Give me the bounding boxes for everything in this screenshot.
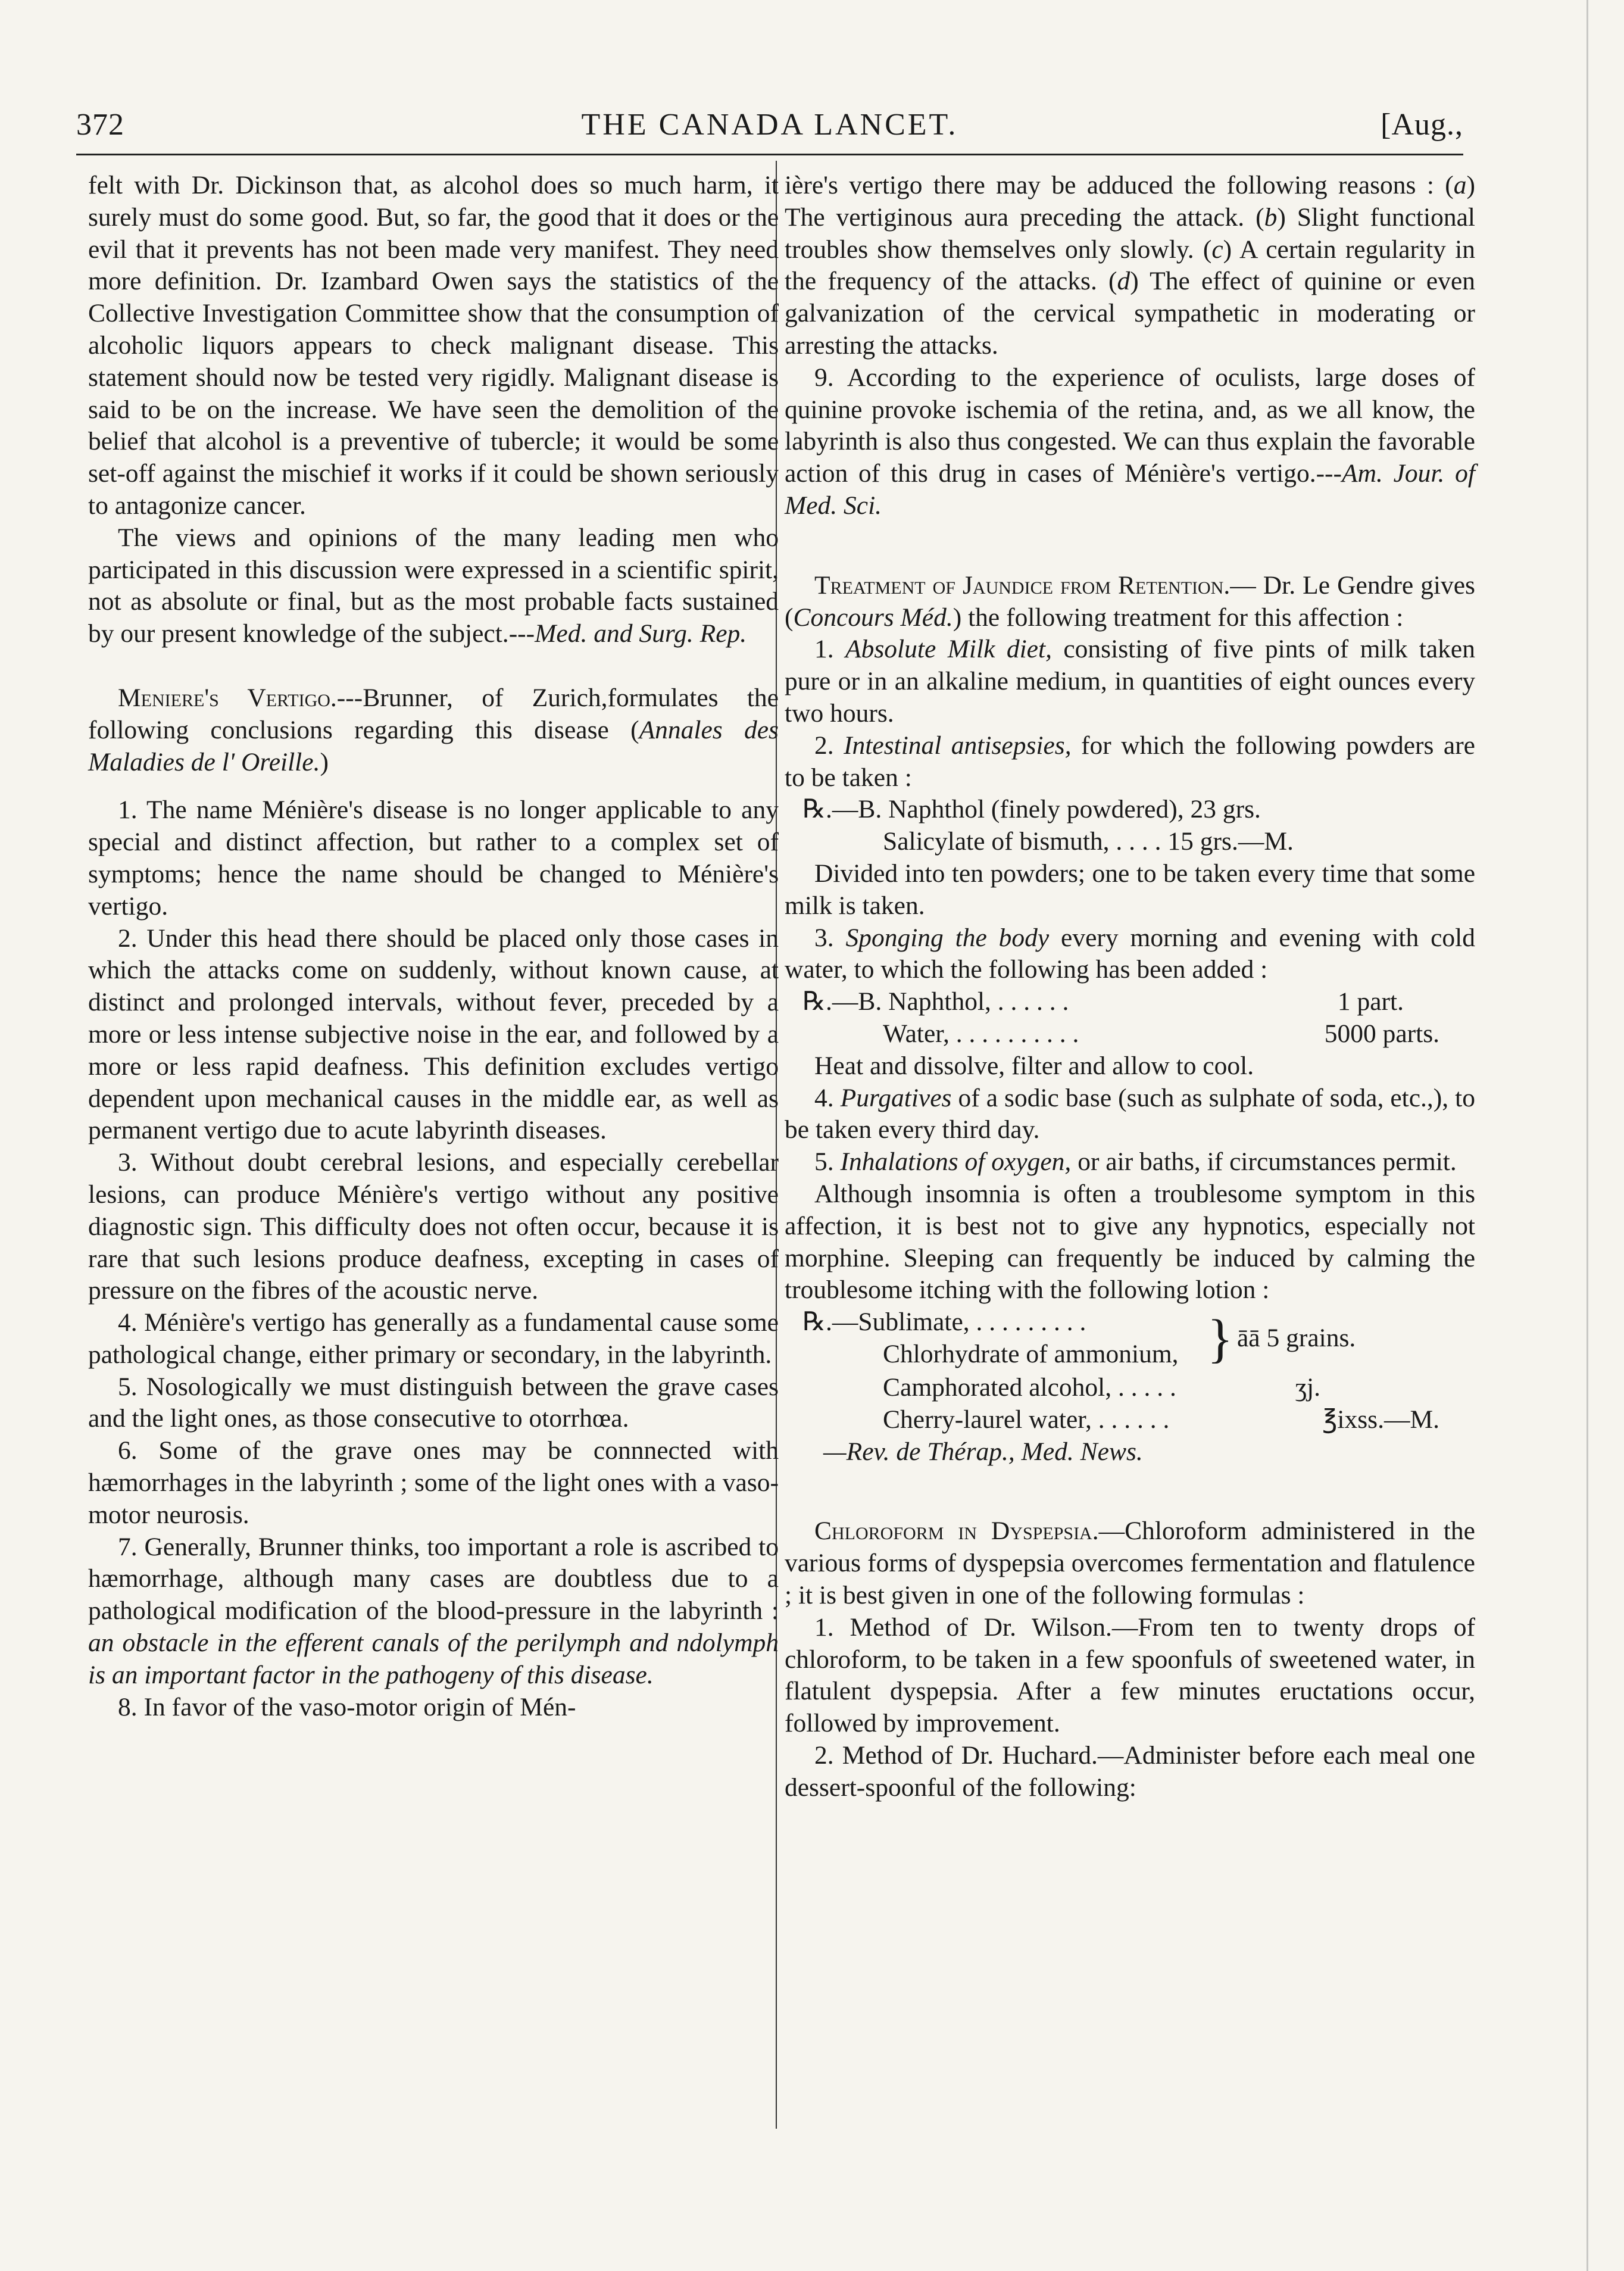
rx2-l2-name: Water, . . . . . . . . . .	[883, 1019, 1079, 1048]
meniere-item-8: 8. In favor of the vaso-motor origin of Mén-	[118, 1692, 576, 1721]
prescription-2-line-2	[785, 1018, 1475, 1050]
item-7-text: 7. Generally, Brunner thinks, too important a role is ascribed to hæmorrhage, although many cases are doubtless due to a pathological modification of the blood-pressure in the labyrinth :	[88, 1532, 779, 1626]
citation-med-surg-rep: Med. and Surg. Rep.	[535, 619, 747, 648]
reason-d-letter: d	[1117, 267, 1130, 296]
j2-text: for which the following powders are to be taken :	[785, 731, 1475, 792]
jaundice-heading: Treatment of Jaundice from Retention.	[814, 570, 1231, 600]
jaundice-intro-a: — Dr. Le Gendre gives (	[785, 570, 1475, 632]
j2-emphasis: Intestinal antisepsies,	[844, 731, 1072, 760]
discussion-text: The views and opinions of the many leading men who participated in this discussion were expressed in a scientific spirit, not as absolute or final, but as the most probable facts sustained by our present knowledge of the subject.	[88, 523, 779, 648]
right-column	[785, 170, 1475, 1804]
j4-number: 4.	[814, 1083, 841, 1112]
reasons-text-b: ) The vertiginous aura preceding the attack. (	[785, 171, 1475, 232]
reason-a-letter: a	[1453, 171, 1467, 199]
reasons-text-d: ) A certain regularity in the frequency of the attacks. (	[785, 235, 1475, 296]
jaundice-item-3	[785, 922, 1475, 987]
meniere-item-4: 4. Ménière's vertigo has generally as a fundamental cause some pathological change, either primary or secondary, in the labyrinth.	[88, 1308, 779, 1369]
jaundice-item-1	[785, 634, 1475, 729]
running-header	[76, 107, 1463, 149]
j5-number: 5.	[814, 1147, 841, 1177]
reason-b-letter: b	[1264, 202, 1278, 232]
rx2-l2-amount: 5000 parts.	[1324, 1019, 1439, 1048]
prescription-3-line-3	[785, 1372, 1475, 1404]
chloroform-method-2: 2. Method of Dr. Huchard.—Administer before each meal one dessert-spoonful of the following:	[785, 1741, 1475, 1802]
rx3-line-1: ℞.—Sublimate, . . . . . . . . .	[802, 1308, 1086, 1337]
meniere-intro-close: )	[320, 747, 329, 776]
chloroform-intro-text: —Chloroform administered in the various forms of dyspepsia overcomes fermentation and flatulence ; it is best given in one of the following formulas :	[785, 1517, 1475, 1610]
citation-rev-therap	[785, 1436, 1475, 1468]
j4-emphasis: Purgatives	[840, 1083, 952, 1112]
header-month: [Aug.,	[1381, 108, 1463, 142]
jaundice-item-2	[785, 730, 1475, 794]
left-column	[88, 170, 779, 1723]
j4-text: of a sodic base (such as sulphate of soda, etc.,), to be taken every third day.	[785, 1083, 1476, 1144]
meniere-item-1: 1. The name Ménière's disease is no longer applicable to any special and distinct affection, but rather to a complex set of symptoms; hence the name should be changed to Ménière's vertigo.	[88, 796, 779, 921]
prescription-2-note: Heat and dissolve, filter and allow to cool.	[814, 1051, 1254, 1080]
jaundice-intro	[785, 570, 1475, 634]
meniere-item-6: 6. Some of the grave ones may be connnected with hæmorrhages in the labyrinth ; some of the light ones with a vaso-motor neurosis.	[88, 1436, 779, 1529]
page-edge	[1586, 0, 1588, 2271]
reason-c-letter: c	[1211, 235, 1223, 264]
chloroform-heading: Chloroform in Dyspepsia.	[814, 1517, 1099, 1546]
chloroform-intro	[785, 1515, 1475, 1611]
meniere-source: Annales des Maladies de l' Oreille.	[88, 715, 779, 776]
meniere-item-5: 5. Nosologically we must distinguish between the grave cases and the light ones, as those consecutive to otorrhœa.	[88, 1372, 779, 1433]
j1-number: 1.	[814, 635, 846, 664]
jaundice-item-4	[785, 1083, 1475, 1147]
paragraph-alcohol: felt with Dr. Dickinson that, as alcohol does so much harm, it surely must do some good. But, so far, the good that it does or the evil that it prevents has not been made very manifest. They need more definition. Dr. Izambard Owen says the statistics of the Collective Investigation Committee show that the consumption of alcoholic liquors appears to check malignant disease. This statement should now be tested very rigidly. Malignant disease is said to be on the increase. We have seen the demolition of the belief that alcohol is a preventive of tubercle; it would be some set-off against the mischief it works if it could be shown seriously to antagonize cancer.	[88, 171, 779, 520]
item-7-emphasis: an obstacle in the efferent canals of the perilymph and ndolymph is an important factor in the pathogeny of this disease.	[88, 1629, 779, 1689]
reasons-text-a: ière's vertigo there may be adduced the following reasons : (	[785, 171, 1454, 199]
prescription-3-line-4	[785, 1404, 1475, 1436]
rx3-line-2: Chlorhydrate of ammonium,	[883, 1340, 1179, 1369]
jaundice-item-5	[785, 1146, 1475, 1178]
j5-text: or air baths, if circumstances permit.	[1071, 1147, 1457, 1177]
meniere-reasons	[785, 170, 1475, 362]
meniere-item-7	[88, 1531, 779, 1692]
paragraph-discussion: The views and opinions of the many leading men who participated in this discussion were expressed in a scientific spirit, not as absolute or final, but as the most probable facts sustained by our present knowledge of the subject.---Med. and Surg. Rep.	[88, 523, 779, 648]
prescription-1-note: Divided into ten powders; one to be taken every time that some milk is taken.	[785, 859, 1475, 920]
rx3-l4-name: Cherry-laurel water, . . . . . .	[883, 1405, 1170, 1434]
j3-emphasis: Sponging the body	[845, 923, 1050, 952]
rx2-l1-amount: 1 part.	[1337, 987, 1404, 1016]
prescription-1-line-1: ℞.—B. Naphthol (finely powdered), 23 grs.	[802, 795, 1261, 824]
journal-title: THE CANADA LANCET.	[581, 108, 958, 142]
meniere-item-3: 3. Without doubt cerebral lesions, and especially cerebellar lesions, can produce Ménière's vertigo without any positive diagnostic sign. This difficulty does not often occur, because it is rare that such lesions produce deafness, excepting in cases of pressure on the fibres of the acoustic nerve.	[88, 1148, 779, 1305]
meniere-item-2: 2. Under this head there should be placed only those cases in which the attacks come on suddenly, without known cause, at distinct and prolonged intervals, without fever, preceded by a more or less intense subjective noise in the ear, and followed by a more or less rapid deafness. This definition excludes vertigo dependent upon mechanical causes in the middle ear, as well as permanent vertigo due to acute labyrinth diseases.	[88, 924, 779, 1145]
prescription-1-line-2: Salicylate of bismuth, . . . . 15 grs.—M.	[883, 827, 1294, 856]
rx3-l4-amount: ℥ixss.—M.	[1322, 1405, 1439, 1434]
brace-symbol: }	[1207, 1309, 1233, 1369]
header-rule	[76, 154, 1463, 155]
rx3-l3-name: Camphorated alcohol, . . . . .	[883, 1373, 1176, 1402]
j3-text: every morning and evening with cold water, to which the following has been added :	[785, 923, 1475, 984]
j3-number: 3.	[814, 923, 846, 952]
item-9-text: 9. According to the experience of oculists, large doses of quinine provoke ischemia of the retina, and, as we all know, the labyrinth is also thus congested. We can thus explain the favorable action of this drug in cases of Ménière's vertigo.---	[785, 363, 1475, 488]
jaundice-source: Concours Méd.	[793, 603, 953, 632]
insomnia-paragraph: Although insomnia is often a troublesome symptom in this affection, it is best not to give any hypnotics, especially not morphine. Sleeping can frequently be induced by calming the troublesome itching with the following lotion :	[785, 1179, 1475, 1305]
reasons-text-c: ) Slight functional troubles show themselves only slowly. (	[785, 202, 1475, 264]
meniere-heading: Meniere's Vertigo.	[118, 683, 337, 712]
prescription-3-bracketed	[785, 1306, 1475, 1372]
jaundice-intro-b: ) the following treatment for this affection :	[952, 603, 1404, 632]
rx2-l1-name: ℞.—B. Naphthol, . . . . . .	[802, 987, 1069, 1016]
rx3-l3-amount: ʒj.	[1295, 1373, 1320, 1402]
page-number: 372	[76, 108, 124, 142]
reasons-text-e: ) The effect of quinine or even galvanization of the cervical sympathetic in moderating or arresting the attacks.	[785, 267, 1475, 360]
j5-emphasis: Inhalations of oxygen,	[840, 1147, 1072, 1177]
meniere-intro-text: ---Brunner, of Zurich,formulates the following conclusions regarding this disease (	[88, 683, 779, 744]
citation-am-jour: Am. Jour. of Med. Sci.	[785, 459, 1475, 520]
meniere-item-9	[785, 362, 1475, 522]
rx3-citation: —Rev. de Thérap., Med. News.	[823, 1437, 1143, 1466]
j1-emphasis: Absolute Milk diet,	[845, 635, 1052, 664]
meniere-intro	[88, 682, 779, 778]
j2-number: 2.	[814, 731, 844, 760]
j1-text: consisting of five pints of milk taken pure or in an alkaline medium, in quantities of eight ounces every two hours.	[785, 635, 1475, 728]
rx3-dose-each: āā 5 grains.	[1237, 1324, 1356, 1353]
chloroform-method-1: 1. Method of Dr. Wilson.—From ten to twenty drops of chloroform, to be taken in a few spoonfuls of sweetened water, in flatulent dyspepsia. After a few minutes eructations occur, followed by improvement.	[785, 1612, 1475, 1738]
prescription-2-line-1	[785, 986, 1475, 1018]
